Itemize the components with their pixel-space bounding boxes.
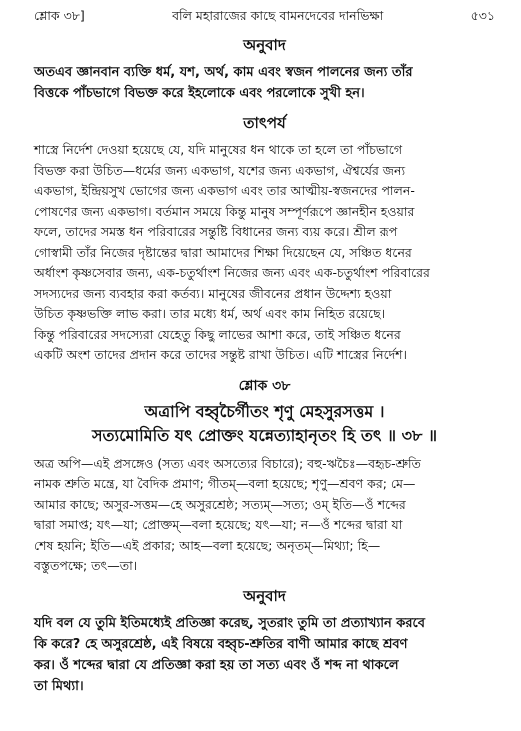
- text-line: নামক শ্রুতি মন্ত্রে, যা বৈদিক প্রমাণ; গীতম্—বলা হয়েছে; শৃণু—শ্রবণ কর; মে—: [34, 476, 416, 491]
- translation-text: [34, 613, 495, 697]
- text-line: আমার কাছে; অসুর-সত্তম—হে অসুরশ্রেষ্ঠ; সত্যম্—সত্য; ওম্ ইতি—ওঁ শব্দের: [34, 496, 406, 512]
- text-line: বিত্তকে পাঁচভাগে বিভক্ত করে ইহলোকে এবং পরলোকে সুখী হন।: [34, 86, 365, 101]
- translation-text: [34, 62, 495, 104]
- text-line: গোস্বামী তাঁর নিজের দৃষ্টান্তের দ্বারা আমাদের শিক্ষা দিয়েছেন যে, সঞ্চিত ধনের: [34, 244, 412, 260]
- translation-heading: অনুবাদ: [243, 36, 286, 54]
- text-line: উচিত কৃষ্ণভক্তি লাভ করা। তার মধ্যে ধর্ম, অর্থ এবং কাম নিহিত রয়েছে।: [34, 306, 386, 321]
- text-line: শেষ হয়নি; ইতি—এই প্রকার; আহ—বলা হয়েছে; অনৃতম্—মিথ্যা; হি—: [34, 537, 381, 553]
- text-line: কি করে? হে অসুরশ্রেষ্ঠ, এই বিষয়ে বহ্বৃচ-শ্রুতির বাণী আমার কাছে শ্রবণ: [34, 636, 408, 652]
- purport-text: [34, 140, 495, 366]
- page-number: ৫৩১: [470, 8, 495, 23]
- translation-heading: অনুবাদ: [243, 586, 286, 605]
- chapter-title: বলি মহারাজের কাছে বামনদেবের দানভিক্ষা: [172, 8, 384, 23]
- running-header: [34, 8, 495, 26]
- text-line: যদি বল যে তুমি ইতিমধ্যেই প্রতিজ্ঞা করেছ, সুতরাং তুমি তা প্রত্যাখ্যান করবে: [34, 615, 425, 631]
- text-line: অতএব জ্ঞানবান ব্যক্তি ধর্ম, যশ, অর্থ, কাম এবং স্বজন পালনের জন্য তাঁর: [34, 65, 413, 80]
- purport-heading: তাৎপর্য: [243, 114, 286, 132]
- verse-line: সত্যমোমিতি যৎ প্রোক্তং যন্নেত্যাহানৃতং হি তৎ ॥ ৩৮ ॥: [91, 425, 438, 445]
- text-line: পোষণের জন্য একভাগ। বর্তমান সময়ে কিন্তু মানুষ সম্পূর্ণরূপে জ্ঞানহীন হওয়ার: [34, 203, 415, 219]
- text-line: অর্ধাংশ কৃষ্ণসেবার জন্য, এক-চতুর্থাংশ নিজের জন্য এবং এক-চতুর্থাংশ পরিবারের: [34, 265, 430, 280]
- text-line: শাস্ত্রে নির্দেশ দেওয়া হয়েছে যে, যদি মানুষের ধন থাকে তা হলে তা পাঁচভাগে: [34, 142, 403, 157]
- text-line: বিভক্ত করা উচিত—ধর্মের জন্য একভাগ, যশের জন্য একভাগ, ঐশ্বর্যের জন্য: [34, 162, 406, 178]
- text-line: বস্তুতপক্ষে; তৎ—তা।: [34, 558, 138, 573]
- text-line: কর। ওঁ শব্দের দ্বারা যে প্রতিজ্ঞা করা হয় তা সত্য এবং ওঁ শব্দ না থাকলে: [34, 657, 399, 673]
- verse-text: [34, 400, 495, 448]
- synonyms-text: [34, 454, 495, 577]
- text-line: অত্র অপি—এই প্রসঙ্গেও (সত্য এবং অসত্যের বিচারে); বহু-ঋচৈঃ—বহৃচ-শ্রুতি: [34, 455, 421, 471]
- text-line: তা মিথ্যা।: [34, 678, 84, 694]
- text-line: কিন্তু পরিবারের সদস্যেরা যেহেতু কিছু লাভের আশা করে, তাই সঞ্চিত ধনের: [34, 326, 401, 342]
- text-line: একভাগ, ইন্দ্রিয়সুখ ভোগের জন্য একভাগ এবং তার আত্মীয়-স্বজনদের পালন-: [34, 183, 415, 198]
- text-line: একটি অংশ তাদের প্রদান করে তাদের সন্তুষ্ট রাখা উচিত। এটি শাস্ত্রের নির্দেশ।: [34, 347, 408, 362]
- text-line: দ্বারা সমাপ্ত; যৎ—যা; প্রোক্তম্—বলা হয়েছে; যৎ—যা; ন—ওঁ শব্দের দ্বারা যা: [34, 517, 403, 532]
- text-line: ফলে, তাদের সমস্ত ধন পরিবারের সন্তুষ্টি বিধানের জন্য ব্যয় করে। শ্রীল রূপ: [34, 224, 398, 239]
- verse-reference: শ্লোক ৩৮]: [34, 8, 85, 23]
- verse-number: শ্লোক ৩৮: [238, 377, 291, 394]
- text-line: সদস্যদের জন্য ব্যবহার করা কর্তব্য। মানুষের জীবনের প্রধান উদ্দেশ্য হওয়া: [34, 285, 392, 301]
- verse-line: অত্রাপি বহ্বৃচৈর্গীতং শৃণু মেহসুরসত্তম ।: [144, 401, 385, 421]
